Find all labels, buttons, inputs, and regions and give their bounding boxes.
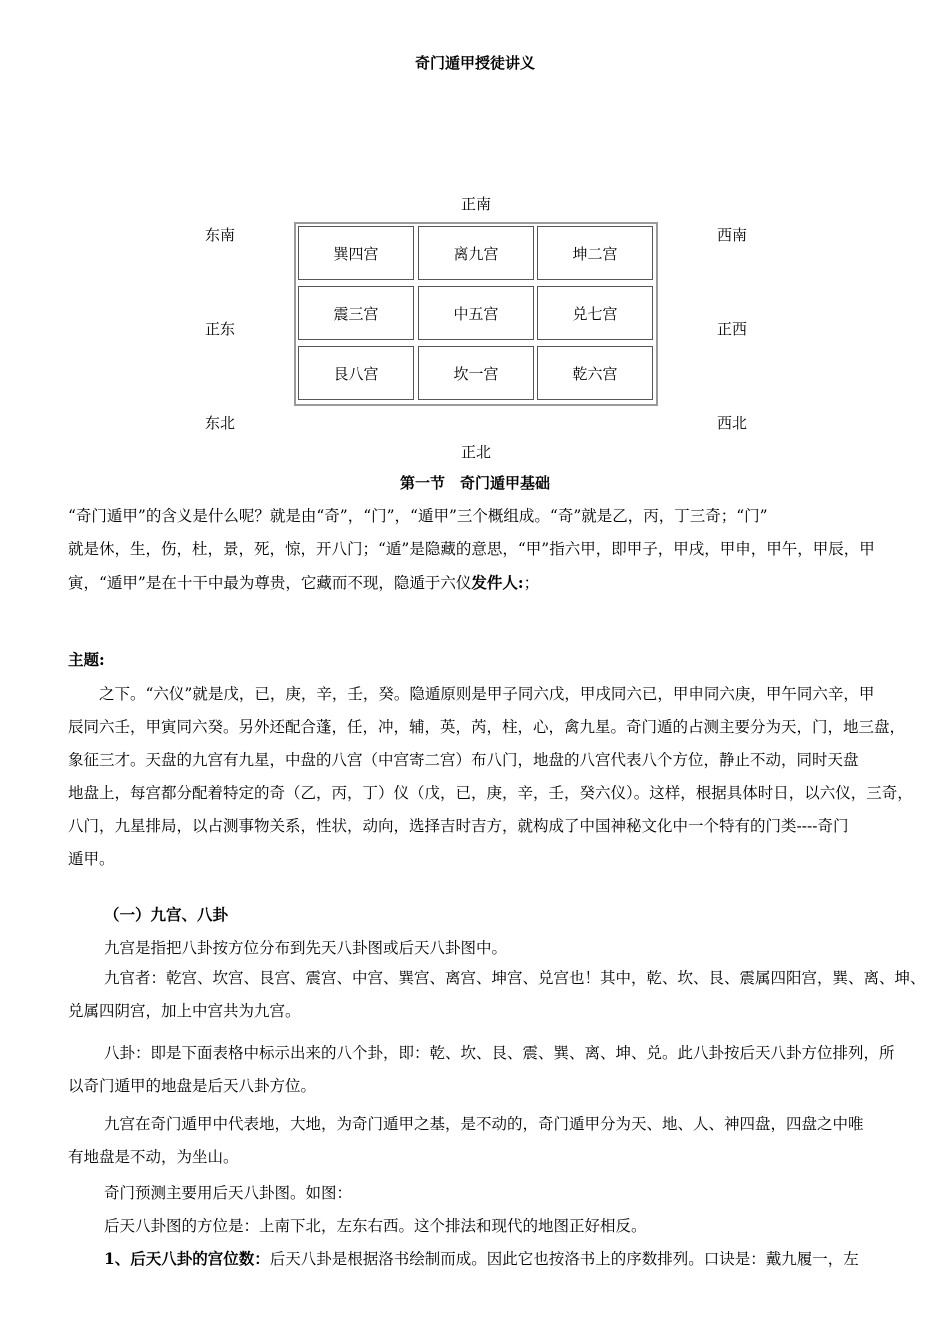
direction-southeast: 东南 <box>205 226 236 244</box>
houtian-orientation: 后天八卦图的方位是：上南下北，左东右西。这个排法和现代的地图正好相反。 <box>104 1217 647 1235</box>
document-title: 奇门遁甲授徒讲义 <box>414 54 535 72</box>
palace-qian: 乾六宫 <box>537 346 653 400</box>
liuyi-paragraph <box>68 678 913 876</box>
direction-northeast: 东北 <box>205 414 236 432</box>
direction-northwest: 西北 <box>717 414 748 432</box>
text-line: 兑属四阴宫，加上中宫共为九宫。 <box>68 1002 301 1020</box>
houtian-usage: 奇门预测主要用后天八卦图。如图： <box>104 1184 353 1202</box>
intro-paragraph <box>68 500 882 600</box>
text-line: 九宫在奇门遁甲中代表地，大地，为奇门遁甲之基，是不动的，奇门遁甲分为天、地、人、神四盘，四盘之中唯 <box>104 1115 864 1133</box>
text-line: 有地盘是不动，为坐山。 <box>68 1148 239 1166</box>
intro-line: “奇门遁甲”的含义是什么呢？就是由“奇”，“门”，“遁甲”三个概组成。“奇”就是乙，丙，丁三奇；“门” <box>68 507 768 525</box>
text-line: 八卦：即是下面表格中标示出来的八个卦，即：乾、坎、艮、震、巽、离、坤、兑。此八卦按后天八卦方位排列，所 <box>104 1044 895 1062</box>
palace-dui: 兑七宫 <box>537 286 653 340</box>
jiugong-paragraph <box>68 962 926 1028</box>
section-title: 第一节 奇门遁甲基础 <box>399 474 550 492</box>
direction-west: 正西 <box>717 320 748 338</box>
subject-label: 主题: <box>68 650 105 669</box>
nine-palace-grid <box>294 222 658 406</box>
gongwei-paragraph <box>104 1247 859 1269</box>
gongwei-text: 后天八卦是根据洛书绘制而成。因此它也按洛书上的序数排列。口诀是：戴九履一，左 <box>269 1250 859 1268</box>
direction-north: 正北 <box>461 443 492 461</box>
text-line: 遁甲。 <box>68 850 115 868</box>
palace-li: 离九宫 <box>418 226 534 280</box>
intro-line-tail: ； <box>523 574 540 592</box>
text-line: 以奇门遁甲的地盘是后天八卦方位。 <box>68 1077 317 1095</box>
text-line: 之下。“六仪”就是戊，已，庚，辛，壬，癸。隐遁原则是甲子同六戊，甲戌同六已，甲申同六庚，甲午同六辛，甲 <box>68 685 875 703</box>
text-line: 地盘上，每宫都分配着特定的奇（乙，丙，丁）仪（戊，已，庚，辛，壬，癸六仪）。这样，根据具体时日，以六仪，三奇， <box>68 784 913 802</box>
palace-xun: 巽四宫 <box>298 226 414 280</box>
text-line: 八门，九星排局，以占测事物关系，性状，动向，选择吉时吉方，就构成了中国神秘文化中一个特有的门类----奇门 <box>68 817 849 835</box>
subheading: （一）九宫、八卦 <box>104 905 229 924</box>
gongwei-label: 1、后天八卦的宫位数： <box>104 1249 270 1268</box>
jiugong-intro: 九宫是指把八卦按方位分布到先天八卦图或后天八卦图中。 <box>104 939 508 957</box>
palace-kan: 坎一宫 <box>418 346 534 400</box>
palace-center: 中五宫 <box>418 286 534 340</box>
palace-gen: 艮八宫 <box>298 346 414 400</box>
intro-line <box>68 566 882 600</box>
text-line: 九官者：乾宫、坎宫、艮宫、震宫、中宫、巽宫、离宫、坤宫、兑宫也！其中，乾、坎、艮、震属四阳宫，巽、离、坤、 <box>104 969 926 987</box>
palace-kun: 坤二宫 <box>537 226 653 280</box>
direction-east: 正东 <box>205 320 236 338</box>
text-line: 象征三才。天盘的九宫有九星，中盘的八宫（中宫寄二宫）布八门，地盘的八宫代表八个方位，静止不动，同时天盘 <box>68 751 859 769</box>
palace-zhen: 震三宫 <box>298 286 414 340</box>
sender-label: 发件人: <box>471 573 524 592</box>
dipan-paragraph <box>68 1108 882 1174</box>
text-line: 辰同六壬，甲寅同六癸。另外还配合蓬，任，冲，辅，英，芮，柱，心，禽九星。奇门遁的占测主要分为天，门，地三盘， <box>68 718 906 736</box>
direction-south: 正南 <box>461 195 492 213</box>
direction-southwest: 西南 <box>717 226 748 244</box>
intro-line-text: 寅，“遁甲”是在十干中最为尊贵，它藏而不现，隐遁于六仪 <box>68 574 472 592</box>
bagua-paragraph <box>68 1037 895 1103</box>
intro-line: 就是休，生，伤，杜，景，死，惊，开八门；“遁”是隐藏的意思，“甲”指六甲，即甲子，甲戌，甲申，甲午，甲辰，甲 <box>68 540 875 558</box>
